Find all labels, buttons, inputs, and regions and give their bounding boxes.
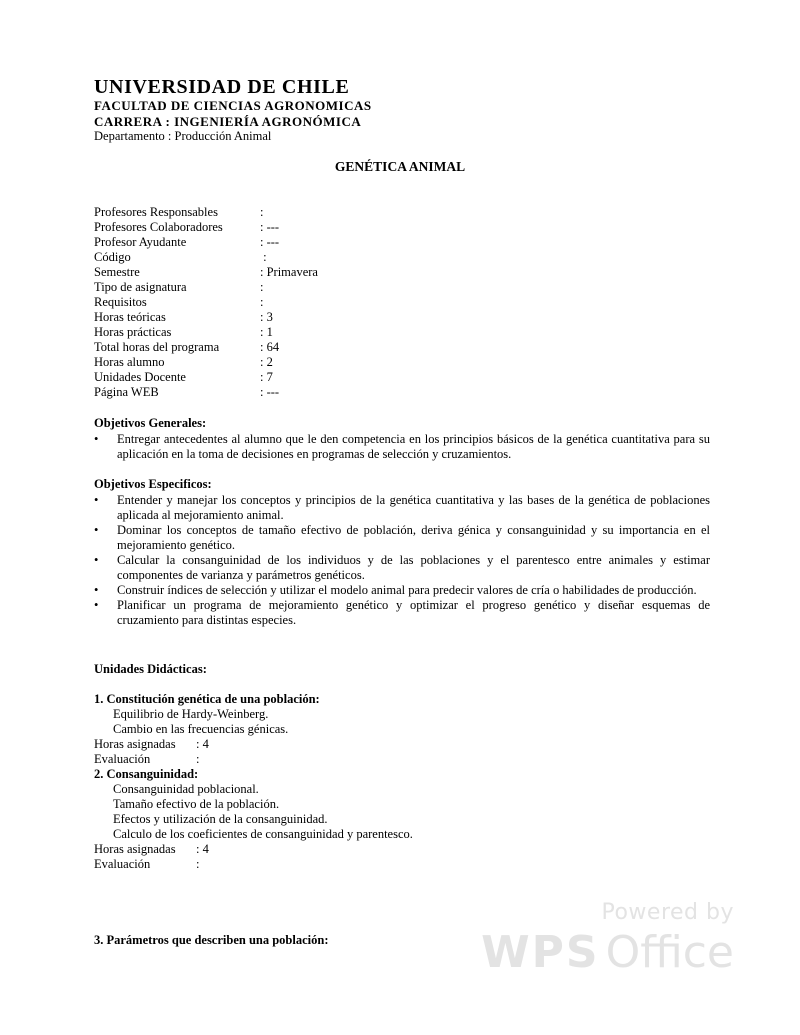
info-row: Profesor Ayudante : --- <box>94 235 280 249</box>
unit-topic: Consanguinidad poblacional. <box>113 782 259 796</box>
course-title: GENÉTICA ANIMAL <box>334 159 466 174</box>
unit-evaluation: Evaluación : <box>94 857 200 871</box>
list-item: • Calcular la consanguinidad de los individuos y de las poblaciones y el parentesco entre animales y estimar componentes de varianza y parámetros genéticos. <box>94 553 710 582</box>
wps-logo <box>481 927 734 978</box>
info-row: Semestre : Primavera <box>94 265 318 279</box>
list-item: • Dominar los conceptos de tamaño efectivo de población, deriva génica y consanguinidad y su importancia en el mejoramiento genético. <box>94 523 710 552</box>
bullet-icon: • <box>94 523 99 537</box>
bullet-icon: • <box>94 598 99 612</box>
bullet-icon: • <box>94 493 99 507</box>
specific-objectives-heading: Objetivos Especificos: <box>94 477 212 491</box>
career-name: CARRERA : INGENIERÍA AGRONÓMICA <box>94 114 362 129</box>
faculty-name: FACULTAD DE CIENCIAS AGRONOMICAS <box>94 98 372 113</box>
units-heading: Unidades Didácticas: <box>94 662 207 676</box>
info-row: Unidades Docente : 7 <box>94 370 273 384</box>
info-row: Tipo de asignatura : <box>94 280 264 294</box>
watermark-brand: WPS <box>481 927 600 978</box>
info-row: Horas teóricas : 3 <box>94 310 273 324</box>
unit-title: 1. Constitución genética de una población: <box>94 692 320 706</box>
unit-title: 2. Consanguinidad: <box>94 767 199 781</box>
unit-topic: Cambio en las frecuencias génicas. <box>113 722 289 736</box>
info-row: Página WEB : --- <box>94 385 280 399</box>
list-item: • Construir índices de selección y utilizar el modelo animal para predecir valores de cría o habilidades de producción. <box>94 583 697 597</box>
general-objectives-list <box>94 432 710 462</box>
specific-objectives-list <box>94 493 710 628</box>
watermark-office: Office <box>605 927 734 978</box>
list-item: • Entregar antecedentes al alumno que le den competencia en los principios básicos de la genética cuantitativa para su aplicación en la toma de decisiones en programas de selección y cruzamientos. <box>94 432 710 461</box>
wps-office-watermark <box>481 900 734 978</box>
unit-topic: Calculo de los coeficientes de consanguinidad y parentesco. <box>113 827 413 841</box>
info-row: Profesores Responsables : <box>94 205 264 219</box>
info-row: Horas alumno : 2 <box>94 355 273 369</box>
unit-evaluation: Evaluación : <box>94 752 200 766</box>
info-row: Horas prácticas : 1 <box>94 325 273 339</box>
watermark-powered-by: Powered by <box>601 900 734 925</box>
university-name: UNIVERSIDAD DE CHILE <box>94 76 350 98</box>
unit-3-title: 3. Parámetros que describen una población: <box>94 933 329 947</box>
unit-hours: Horas asignadas : 4 <box>94 737 209 751</box>
department-name: Departamento : Producción Animal <box>94 129 272 143</box>
info-row: Profesores Colaboradores : --- <box>94 220 280 234</box>
bullet-icon: • <box>94 553 99 567</box>
info-row: Código : <box>94 250 267 264</box>
bullet-icon: • <box>94 432 99 446</box>
list-item: • Planificar un programa de mejoramiento genético y optimizar el progreso genético y diseñar esquemas de cruzamiento para distintas especies. <box>94 598 710 627</box>
unit-topic: Tamaño efectivo de la población. <box>113 797 280 811</box>
general-objectives-heading: Objetivos Generales: <box>94 416 207 430</box>
unit-topic: Efectos y utilización de la consanguinidad. <box>113 812 328 826</box>
bullet-icon: • <box>94 583 99 597</box>
list-item: • Entender y manejar los conceptos y principios de la genética cuantitativa y las bases de la genética de poblaciones aplicada al mejoramiento animal. <box>94 493 710 522</box>
unit-1 <box>94 692 413 872</box>
info-row: Requisitos : <box>94 295 264 309</box>
unit-topic: Equilibrio de Hardy-Weinberg. <box>113 707 269 721</box>
info-row: Total horas del programa : 64 <box>94 340 280 354</box>
course-info-list <box>94 205 318 400</box>
unit-hours: Horas asignadas : 4 <box>94 842 209 856</box>
